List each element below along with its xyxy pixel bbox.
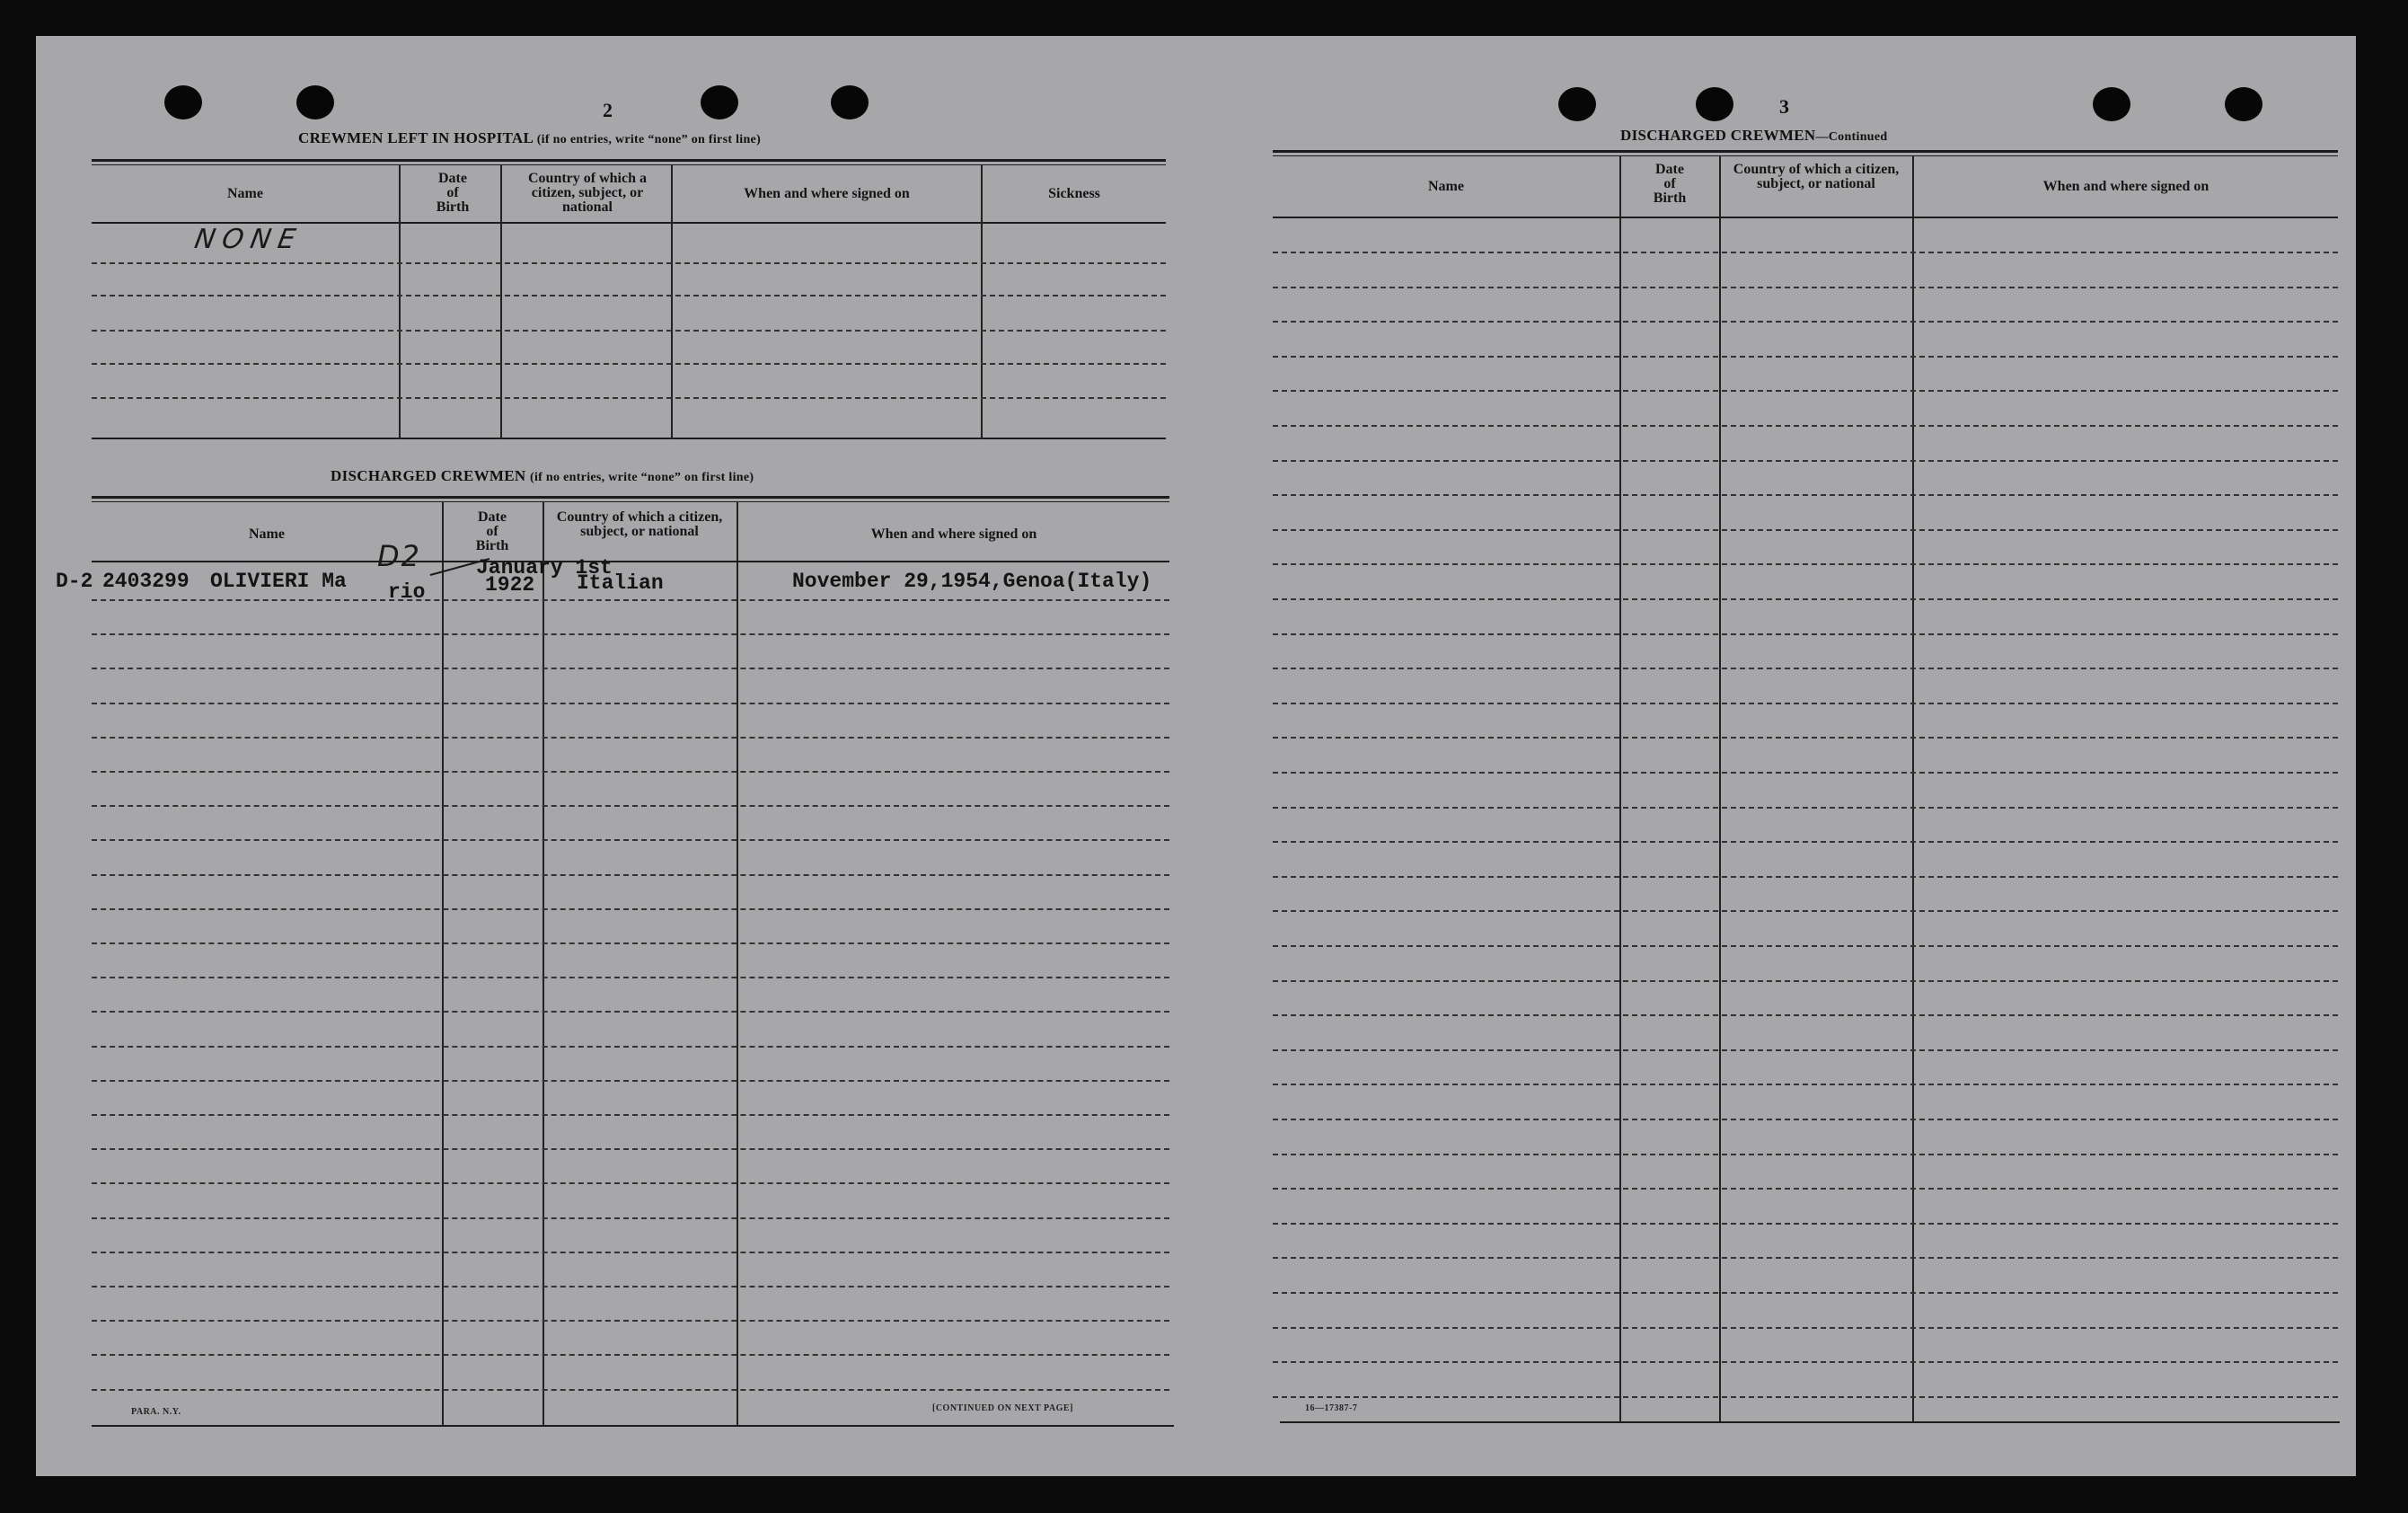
table-top-rule <box>92 159 1166 162</box>
header-country: Country of which a citizen, subject, or national <box>556 509 723 539</box>
entry-line <box>1273 1188 2338 1190</box>
footer-form-number: 16—17387-7 <box>1305 1403 1358 1413</box>
entry-name-part1: OLIVIERI Ma <box>210 570 347 593</box>
entry-line <box>92 262 1166 264</box>
header-name: Name <box>1428 179 1464 194</box>
header-country: Country of which a citizen, subject, or national <box>1733 162 1900 191</box>
header-date-of-birth: Date of Birth <box>1653 162 1687 206</box>
entry-line <box>1273 1223 2338 1225</box>
entry-line <box>1273 252 2338 253</box>
punch-hole <box>296 85 334 119</box>
table-top-rule <box>1273 150 2338 153</box>
continued-title-main: DISCHARGED CREWMEN <box>1620 127 1816 144</box>
hospital-title-note: (if no entries, write “none” on first line) <box>536 133 762 146</box>
entry-line <box>92 599 1169 601</box>
entry-line <box>92 908 1169 910</box>
entry-line <box>92 1252 1169 1253</box>
header-country: Country of which a citizen, subject, or national <box>527 171 647 215</box>
header-signed-on: When and where signed on <box>870 526 1037 542</box>
hospital-title-main: CREWMEN LEFT IN HOSPITAL <box>298 129 534 146</box>
entry-line <box>1273 980 2338 982</box>
header-underline <box>1273 217 2338 218</box>
punch-hole <box>164 85 202 119</box>
entry-line <box>92 1354 1169 1356</box>
entry-country: Italian <box>577 571 664 595</box>
entry-line <box>92 874 1169 876</box>
entry-line <box>1273 910 2338 912</box>
entry-line <box>1273 1257 2338 1259</box>
continued-section-title <box>1620 127 1887 145</box>
entry-line <box>1273 321 2338 323</box>
header-date-of-birth: Date of Birth <box>436 171 470 215</box>
handwritten-none: NONE <box>191 224 305 255</box>
entry-line <box>92 1320 1169 1322</box>
entry-line <box>1273 1396 2338 1398</box>
entry-line <box>92 737 1169 739</box>
entry-line <box>92 295 1166 296</box>
page-number-right: 3 <box>1779 95 1789 118</box>
entry-line <box>1273 945 2338 947</box>
entry-line <box>1273 876 2338 878</box>
entry-line <box>1273 598 2338 600</box>
discharged-table-right <box>1273 150 2342 1426</box>
column-divider <box>1912 156 1914 1423</box>
punch-hole <box>831 85 869 119</box>
entry-line <box>1273 529 2338 531</box>
entry-line <box>1273 356 2338 358</box>
entry-line <box>92 1148 1169 1150</box>
header-name: Name <box>227 186 263 201</box>
entry-line <box>1273 1361 2338 1363</box>
discharged-title-note: (if no entries, write “none” on first line) <box>530 471 754 484</box>
header-signed-on: When and where signed on <box>2042 179 2210 194</box>
entry-line <box>92 1046 1169 1048</box>
hospital-section-title <box>298 129 761 147</box>
entry-name-part2: rio <box>388 580 426 604</box>
entry-line <box>1273 1049 2338 1051</box>
entry-line <box>1273 633 2338 635</box>
entry-line <box>1273 1327 2338 1329</box>
entry-line <box>1273 841 2338 843</box>
entry-line <box>1273 807 2338 809</box>
discharged-table-left <box>56 496 1178 1426</box>
entry-line <box>92 633 1169 635</box>
entry-line <box>92 1217 1169 1219</box>
entry-line <box>1273 563 2338 565</box>
handwritten-mark: D2 <box>377 539 421 573</box>
entry-dob-line2: 1922 <box>485 573 535 597</box>
entry-line <box>1273 1119 2338 1120</box>
column-divider <box>1619 156 1621 1423</box>
table-top-rule <box>92 501 1169 502</box>
punch-hole <box>2093 87 2130 121</box>
footer-printer: PARA. N.Y. <box>131 1407 181 1417</box>
entry-line <box>1273 1154 2338 1155</box>
entry-line <box>1273 737 2338 739</box>
entry-line <box>92 1286 1169 1287</box>
header-date-of-birth: Date of Birth <box>475 509 509 553</box>
entry-line <box>92 1011 1169 1013</box>
entry-line <box>92 668 1169 669</box>
page-number-left: 2 <box>603 99 613 121</box>
entry-line <box>92 942 1169 944</box>
entry-line <box>1273 494 2338 496</box>
table-bottom-rule <box>1280 1421 2340 1423</box>
continued-title-suffix: —Continued <box>1815 130 1888 144</box>
entry-line <box>1273 287 2338 288</box>
entry-number: 2403299 <box>102 570 190 593</box>
hospital-table <box>92 159 1169 447</box>
entry-line <box>1273 703 2338 704</box>
table-bottom-rule <box>92 438 1166 439</box>
column-divider <box>1719 156 1721 1423</box>
entry-line <box>1273 1292 2338 1294</box>
entry-line <box>92 839 1169 841</box>
punch-hole <box>2225 87 2262 121</box>
header-name: Name <box>249 526 285 542</box>
header-underline <box>92 561 1169 562</box>
footer-continued: [CONTINUED ON NEXT PAGE] <box>932 1403 1073 1413</box>
header-signed-on: When and where signed on <box>744 186 910 201</box>
header-sickness: Sickness <box>1048 186 1100 201</box>
entry-line <box>1273 1084 2338 1085</box>
entry-line <box>1273 425 2338 427</box>
table-top-rule <box>1273 155 2338 156</box>
entry-line <box>1273 460 2338 462</box>
entry-line <box>92 1389 1169 1391</box>
punch-hole <box>1696 87 1733 121</box>
discharged-title-main: DISCHARGED CREWMEN <box>331 467 526 484</box>
entry-line <box>92 977 1169 978</box>
entry-line <box>1273 1014 2338 1016</box>
punch-hole <box>1558 87 1596 121</box>
entry-line <box>1273 390 2338 392</box>
entry-line <box>92 1114 1169 1116</box>
entry-line <box>1273 772 2338 774</box>
entry-signed-on: November 29,1954,Genoa(Italy) <box>792 570 1152 593</box>
entry-line <box>92 1182 1169 1184</box>
document-sheet <box>36 36 2356 1476</box>
table-bottom-rule <box>92 1425 1174 1427</box>
entry-line <box>92 330 1166 332</box>
entry-line <box>1273 668 2338 669</box>
punch-hole <box>701 85 738 119</box>
entry-dob-line1: January 1st <box>476 556 613 580</box>
entry-code: D-2 <box>56 570 93 593</box>
entry-line <box>92 703 1169 704</box>
discharged-section-title <box>331 467 754 485</box>
table-top-rule <box>92 496 1169 499</box>
entry-line <box>92 1080 1169 1082</box>
entry-line <box>92 363 1166 365</box>
entry-line <box>92 805 1169 807</box>
entry-line <box>92 397 1166 399</box>
entry-line <box>92 771 1169 773</box>
table-top-rule <box>92 164 1166 165</box>
